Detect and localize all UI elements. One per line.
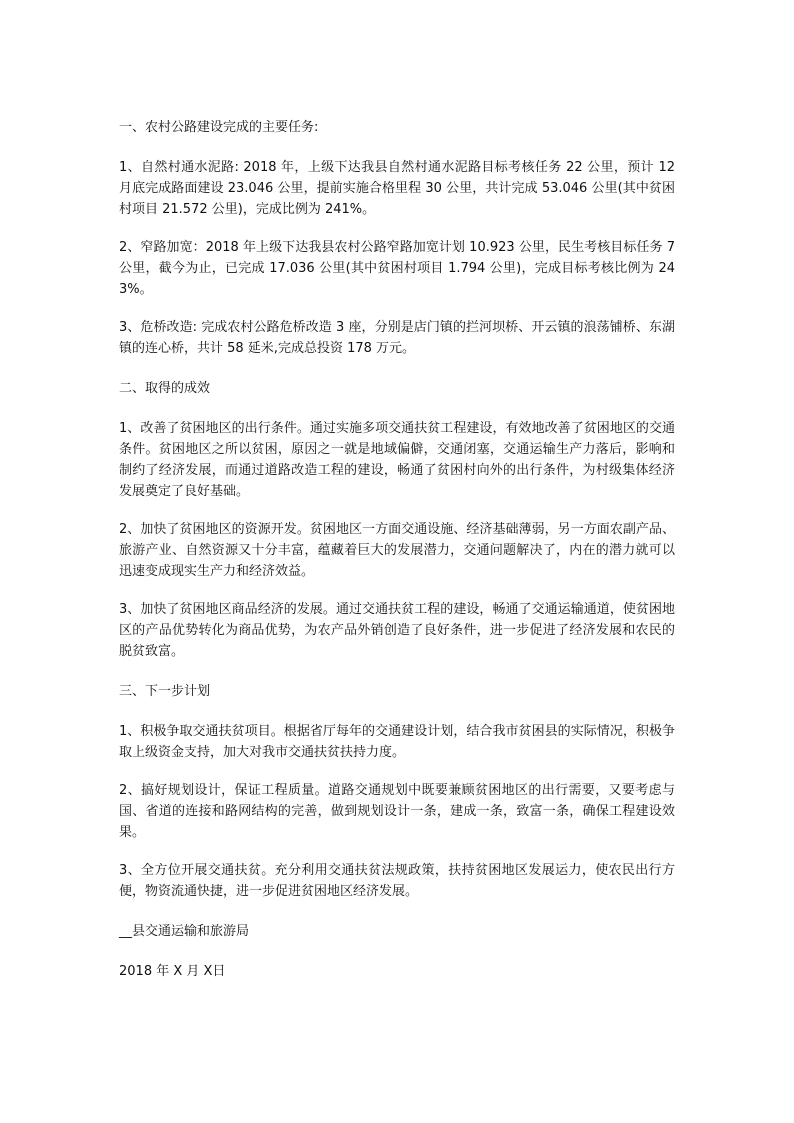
- section-1-item-1: 1、自然村通水泥路: 2018 年，上级下达我县自然村通水泥路目标考核任务 22 公里，预计 12 月底完成路面建设 23.046 公里，提前实施合格里程 30 公里，共计完成 53.046 公里(其中贫困村项目 21.572 公里)，完成比例为 241%。: [119, 160, 675, 217]
- section-2-heading: 二、取得的成效: [119, 381, 211, 396]
- signature-organization: __县交通运输和旅游局: [119, 924, 250, 939]
- section-3-item-2: 2、搞好规划设计，保证工程质量。道路交通规划中既要兼顾贫困地区的出行需要，又要考虑与国、省道的连接和路网结构的完善，做到规划设计一条，建成一条，致富一条，确保工程建设效果。: [119, 783, 675, 840]
- section-2-item-1: 1、改善了贫困地区的出行条件。通过实施多项交通扶贫工程建设，有效地改善了贫困地区的交通条件。贫困地区之所以贫困，原因之一就是地域偏僻，交通闭塞，交通运输生产力落后，影响和制约了经济发展，而通过道路改造工程的建设，畅通了贫困村向外的出行条件，为村级集体经济发展奠定了良好基础。: [119, 421, 675, 499]
- section-3-item-3: 3、全方位开展交通扶贫。充分利用交通扶贫法规政策，扶持贫困地区发展运力，使农民出行方便，物资流通快捷，进一步促进贫困地区经济发展。: [119, 863, 675, 899]
- signature-date: 2018 年 X 月 X日: [119, 964, 226, 979]
- section-2-item-2: 2、加快了贫困地区的资源开发。贫困地区一方面交通设施、经济基础薄弱，另一方面农副产品、旅游产业、自然资源又十分丰富，蕴藏着巨大的发展潜力，交通问题解决了，内在的潜力就可以迅速变成现实生产力和经济效益。: [119, 522, 675, 579]
- section-1-item-3: 3、危桥改造: 完成农村公路危桥改造 3 座，分别是店门镇的拦河坝桥、开云镇的浪荡铺桥、东湖镇的连心桥，共计 58 延米,完成总投资 178 万元。: [119, 320, 675, 356]
- document-body: [119, 117, 675, 982]
- section-1-heading: 一、农村公路建设完成的主要任务:: [119, 120, 319, 135]
- section-3-heading: 三、下一步计划: [119, 684, 211, 699]
- section-1-item-2: 2、窄路加宽：2018 年上级下达我县农村公路窄路加宽计划 10.923 公里，民生考核目标任务 7 公里，截今为止，已完成 17.036 公里(其中贫困村项目 1.794 公里)，完成目标考核比例为 243%。: [119, 240, 675, 297]
- section-2-item-3: 3、加快了贫困地区商品经济的发展。通过交通扶贫工程的建设，畅通了交通运输通道，使贫困地区的产品优势转化为商品优势，为农产品外销创造了良好条件，进一步促进了经济发展和农民的脱贫致富。: [119, 602, 675, 659]
- section-3-item-1: 1、积极争取交通扶贫项目。根据省厅每年的交通建设计划，结合我市贫困县的实际情况，积极争取上级资金支持，加大对我市交通扶贫扶持力度。: [119, 724, 675, 760]
